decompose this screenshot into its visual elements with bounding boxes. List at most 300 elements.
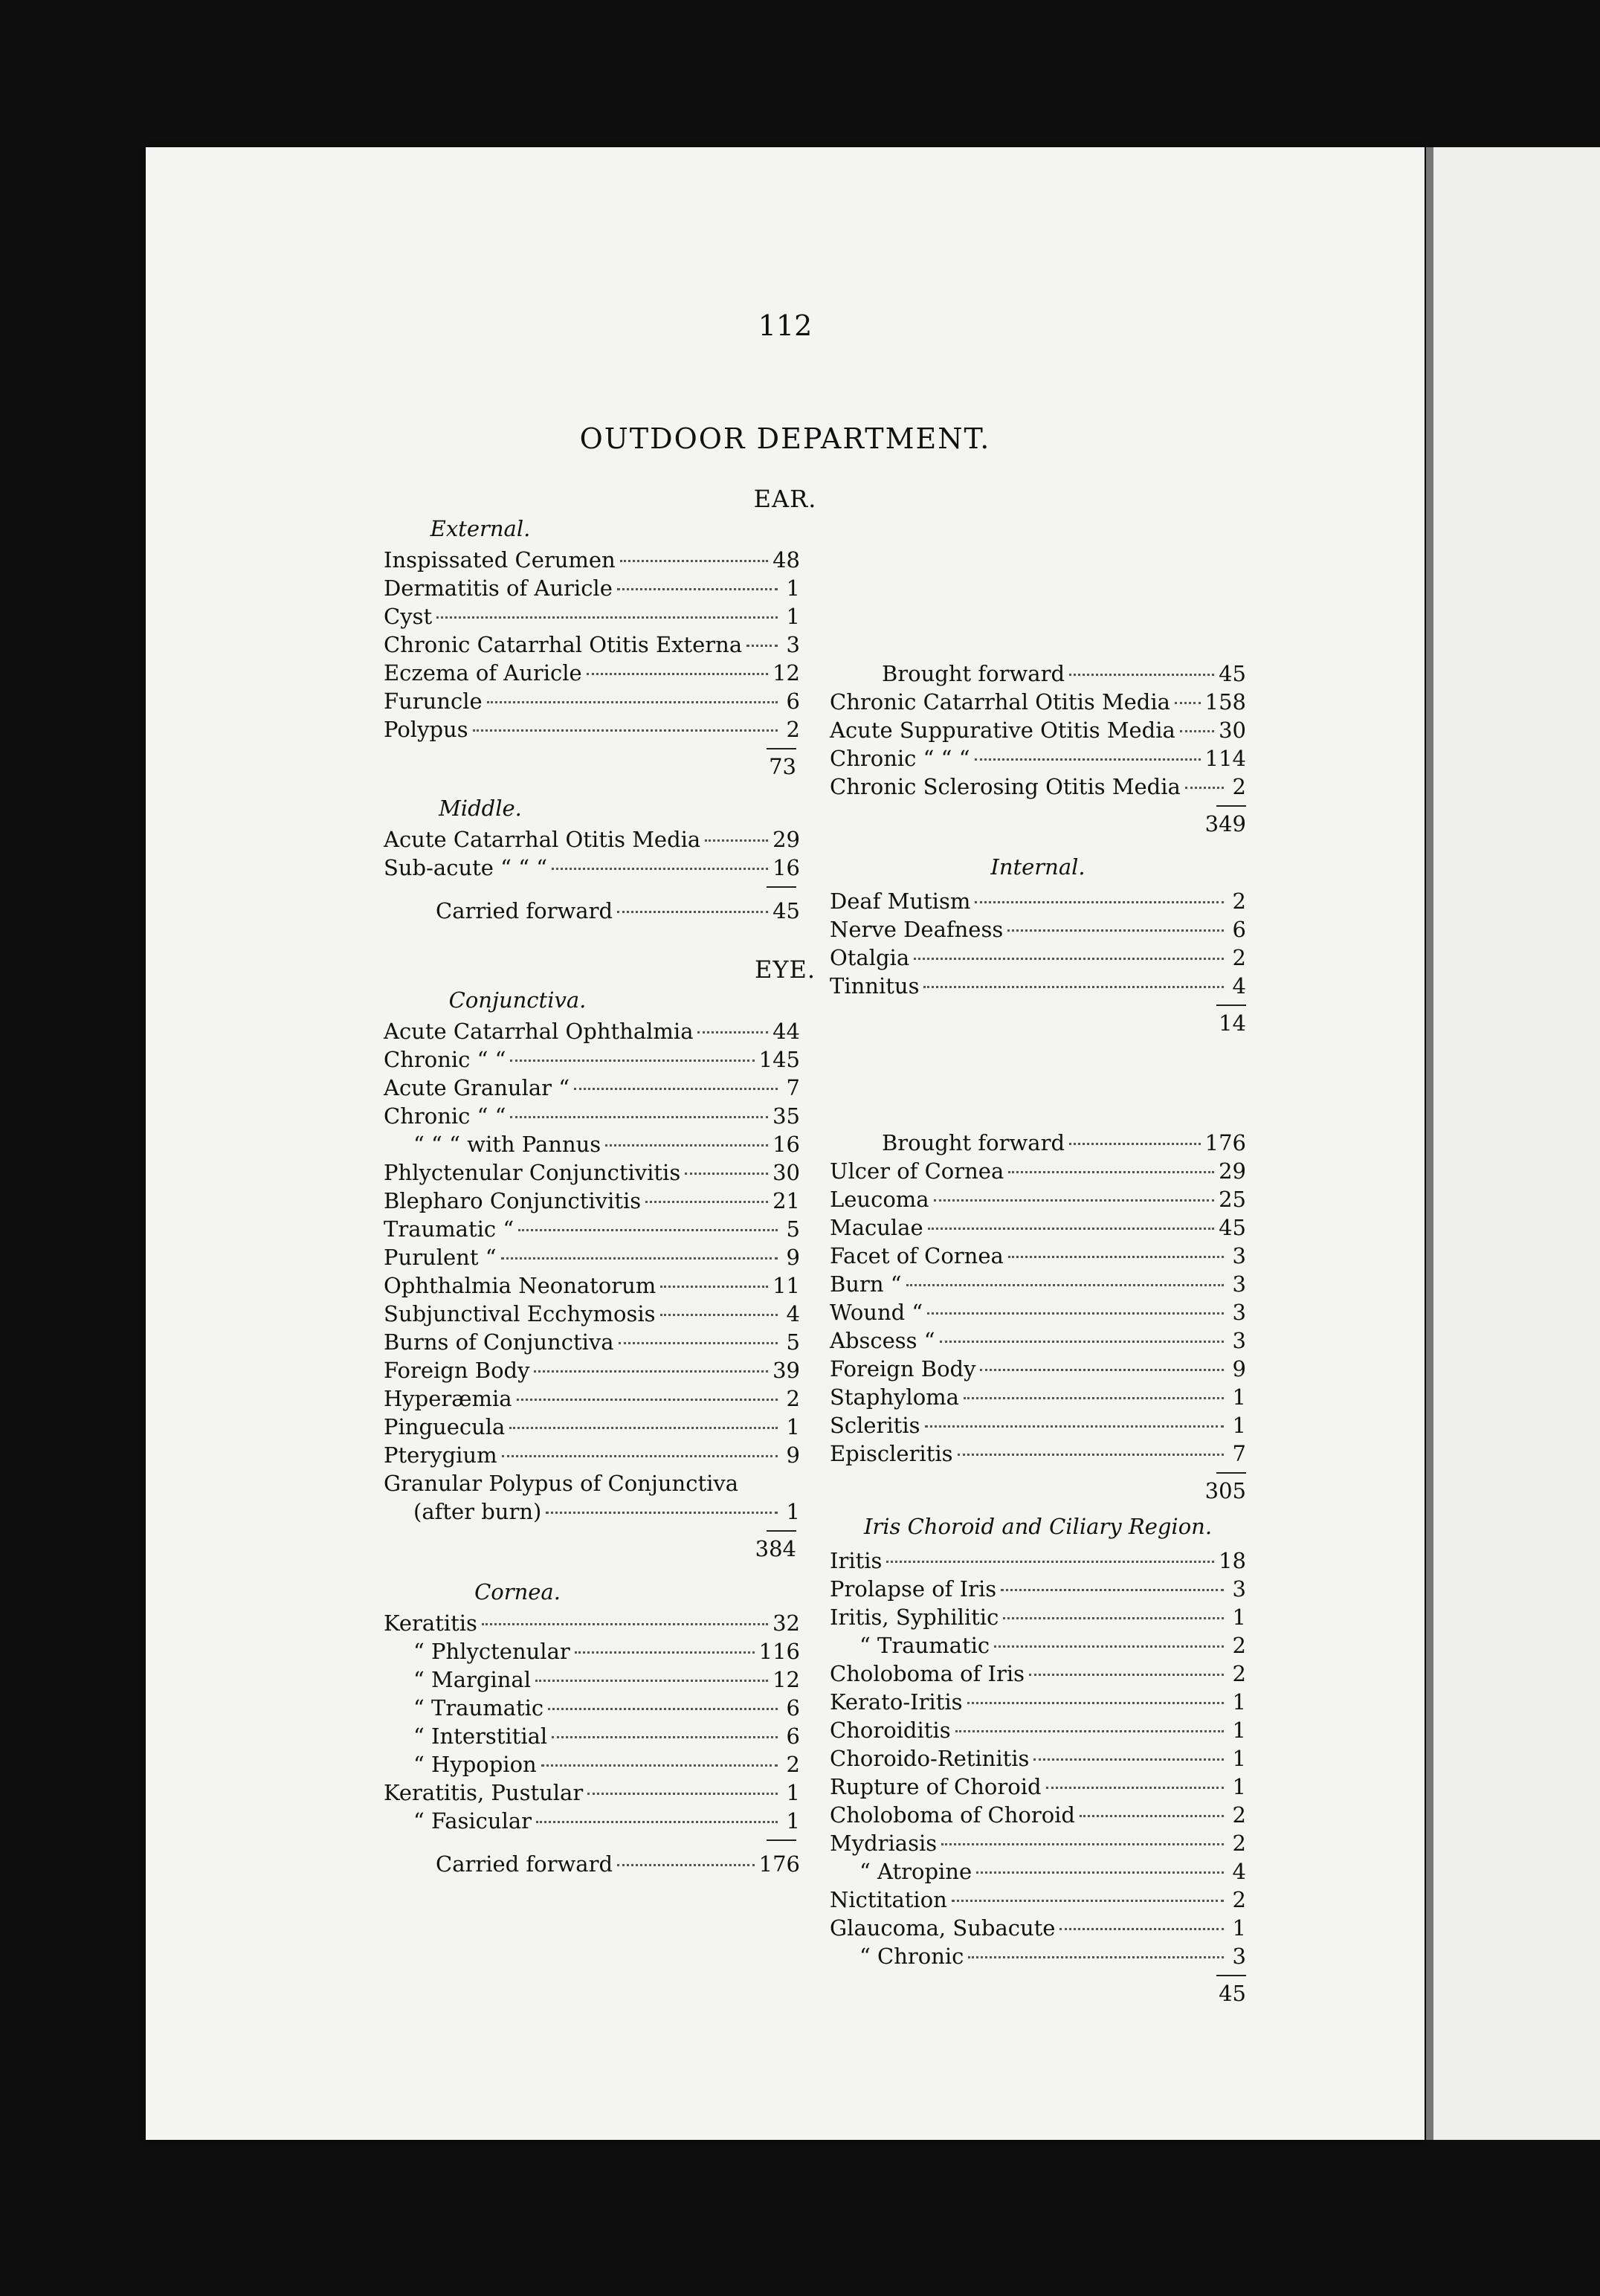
entry-count: 12 <box>772 660 800 686</box>
entry-label: Pinguecula <box>384 1414 506 1439</box>
dot-leader <box>927 1312 1224 1315</box>
entry-count: 11 <box>772 1273 800 1298</box>
entry-count: 29 <box>1219 1158 1246 1184</box>
dot-leader <box>886 1561 1214 1563</box>
entry-count: 7 <box>1232 1441 1246 1466</box>
dot-leader <box>923 986 1224 988</box>
entry-count: 1 <box>786 604 800 629</box>
entry-count: 3 <box>1232 1271 1246 1297</box>
eye-iris-row <box>830 1829 1246 1857</box>
entry-label: Tinnitus <box>830 973 920 999</box>
eye-conjunctiva-row <box>384 1187 800 1215</box>
dot-leader <box>952 1900 1224 1902</box>
eye-iris-row <box>830 1857 1246 1886</box>
entry-count: 176 <box>758 1851 800 1877</box>
entry-count: 44 <box>772 1019 800 1044</box>
ear-middle-row <box>384 854 800 882</box>
entry-count: 3 <box>1232 1944 1246 1969</box>
eye-conjunctiva-row <box>384 1215 800 1243</box>
dot-leader <box>1046 1787 1224 1789</box>
entry-label: “ Hypopion <box>413 1752 537 1777</box>
entry-count: 1 <box>786 1499 800 1524</box>
dot-leader <box>617 588 778 590</box>
entry-label: Foreign Body <box>830 1356 976 1381</box>
entry-count: 3 <box>1232 1243 1246 1268</box>
entry-label: Ophthalmia Neonatorum <box>384 1273 657 1298</box>
dot-leader <box>535 1680 768 1682</box>
entry-count: 4 <box>1232 1859 1246 1884</box>
entry-count: 176 <box>1204 1130 1246 1155</box>
entry-count: 12 <box>772 1667 800 1692</box>
dot-leader <box>906 1284 1224 1286</box>
entry-label: “ Interstitial <box>413 1723 548 1749</box>
eye-cornea-row <box>384 1722 800 1750</box>
dot-leader <box>914 958 1224 960</box>
eye-iris-row <box>830 1631 1246 1660</box>
entry-count: 158 <box>1204 689 1246 715</box>
dot-leader <box>517 1399 778 1401</box>
entry-label: Rupture of Choroid <box>830 1774 1042 1799</box>
entry-count: 25 <box>1219 1187 1246 1212</box>
entry-count: 1 <box>1232 1689 1246 1715</box>
eye-conjunctiva-row <box>384 1413 800 1441</box>
eye-conjunctiva-row <box>384 1328 800 1356</box>
entry-count: 3 <box>1232 1300 1246 1325</box>
eye-iris-row <box>830 1716 1246 1744</box>
entry-count: 5 <box>786 1216 800 1242</box>
dot-leader <box>534 1370 768 1373</box>
entry-count: 6 <box>786 1723 800 1749</box>
dot-leader <box>940 1341 1224 1343</box>
dot-leader <box>1008 1171 1214 1173</box>
iris-total: 45 <box>1219 1981 1246 2006</box>
entry-label: Eczema of Auricle <box>384 660 582 686</box>
ear-internal-row <box>830 944 1246 972</box>
eye-iris-row <box>830 1801 1246 1829</box>
eye-conjunctiva-row <box>384 1356 800 1384</box>
external-total: 73 <box>769 754 796 779</box>
dot-leader <box>660 1314 778 1316</box>
dot-leader <box>509 1427 778 1429</box>
entry-label: “ Traumatic <box>859 1633 990 1658</box>
entry-count: 1 <box>1232 1718 1246 1743</box>
eye-cornea-row <box>384 1779 800 1807</box>
ear-right-total: 349 <box>1204 811 1246 836</box>
entry-count: 30 <box>772 1160 800 1185</box>
entry-count: 3 <box>786 632 800 657</box>
entry-label: Abscess “ <box>830 1328 935 1353</box>
eye-conjunctiva-row <box>384 1271 800 1300</box>
entry-count: 1 <box>786 1780 800 1805</box>
entry-label: Chronic Catarrhal Otitis Externa <box>384 632 743 657</box>
dot-leader <box>645 1201 768 1203</box>
middle-heading: Middle. <box>439 796 522 821</box>
entry-count: 45 <box>1219 1215 1246 1240</box>
eye-iris-row <box>830 1660 1246 1688</box>
dot-leader <box>575 1651 755 1654</box>
dot-leader <box>1008 1256 1224 1258</box>
entry-label: Granular Polypus of Conjunctiva <box>384 1471 739 1496</box>
entry-label: Brought forward <box>882 661 1065 686</box>
eye-right-row <box>830 1213 1246 1242</box>
ear-external-row <box>384 602 800 631</box>
dot-leader <box>1059 1928 1224 1930</box>
total-rule <box>767 1530 796 1532</box>
dot-leader <box>541 1764 778 1767</box>
entry-count: 6 <box>1232 917 1246 942</box>
dot-leader <box>552 868 768 870</box>
dot-leader <box>1029 1674 1224 1676</box>
entry-count: 48 <box>772 547 800 573</box>
dot-leader <box>975 901 1224 903</box>
dot-leader <box>510 1116 768 1118</box>
entry-count: 16 <box>772 855 800 880</box>
dot-leader <box>587 673 768 675</box>
total-rule <box>767 748 796 749</box>
entry-label: “ “ “ with Pannus <box>413 1132 601 1157</box>
dot-leader <box>502 1455 778 1457</box>
entry-count: 16 <box>772 1132 800 1157</box>
dot-leader <box>1080 1815 1224 1817</box>
eye-cornea-row <box>384 1665 800 1694</box>
dot-leader <box>928 1228 1214 1230</box>
entry-label: (after burn) <box>413 1499 542 1524</box>
entry-count: 7 <box>786 1075 800 1100</box>
eye-conjunctiva-row <box>384 1469 800 1497</box>
entry-label: “ Traumatic <box>413 1695 544 1721</box>
dot-leader <box>934 1199 1215 1202</box>
entry-count: 1 <box>786 575 800 601</box>
dot-leader <box>574 1088 778 1090</box>
eye-carried-forward-row <box>384 1850 800 1878</box>
dot-leader <box>617 911 768 913</box>
eye-iris-row <box>830 1744 1246 1773</box>
eye-iris-row <box>830 1688 1246 1716</box>
entry-count: 45 <box>772 898 800 923</box>
entry-count: 29 <box>772 827 800 852</box>
entry-count: 32 <box>772 1610 800 1636</box>
total-rule <box>1216 805 1246 807</box>
entry-label: Carried forward <box>436 1851 613 1877</box>
entry-count: 35 <box>772 1103 800 1129</box>
entry-label: Keratitis <box>384 1610 477 1636</box>
eye-conjunctiva-row <box>384 1158 800 1187</box>
entry-label: Chronic “ “ “ <box>830 746 970 771</box>
entry-label: Blepharo Conjunctivitis <box>384 1188 642 1213</box>
dot-leader <box>619 1342 778 1344</box>
dot-leader <box>482 1623 768 1625</box>
entry-count: 2 <box>1232 774 1246 799</box>
eye-iris-row <box>830 1886 1246 1914</box>
entry-count: 39 <box>772 1358 800 1383</box>
entry-count: 9 <box>786 1442 800 1468</box>
entry-label: Pterygium <box>384 1442 497 1468</box>
entry-count: 2 <box>1232 889 1246 914</box>
eye-conjunctiva-row <box>384 1074 800 1102</box>
entry-count: 2 <box>1232 945 1246 970</box>
conjunctiva-total: 384 <box>755 1536 796 1561</box>
entry-label: Scleritis <box>830 1413 920 1438</box>
entry-count: 2 <box>1232 1661 1246 1686</box>
eye-conjunctiva-row <box>384 1045 800 1074</box>
dot-leader <box>1180 730 1214 732</box>
eye-iris-row <box>830 1773 1246 1801</box>
entry-count: 18 <box>1219 1548 1246 1573</box>
total-rule <box>1216 1975 1246 1976</box>
eye-conjunctiva-row <box>384 1243 800 1271</box>
entry-label: Burns of Conjunctiva <box>384 1329 614 1355</box>
entry-label: Burn “ <box>830 1271 902 1297</box>
dot-leader <box>967 1702 1224 1704</box>
entry-label: Phlyctenular Conjunctivitis <box>384 1160 681 1185</box>
eye-right-total: 305 <box>1204 1478 1246 1503</box>
ear-external-row <box>384 631 800 659</box>
dot-leader <box>964 1397 1224 1399</box>
iris-heading: Iris Choroid and Ciliary Region. <box>863 1514 1213 1539</box>
eye-conjunctiva-row <box>384 1130 800 1158</box>
dot-leader <box>685 1173 768 1175</box>
entry-count: 2 <box>786 1386 800 1411</box>
dot-leader <box>1069 1143 1201 1145</box>
entry-count: 1 <box>786 1414 800 1439</box>
eye-cornea-row <box>384 1750 800 1779</box>
eye-iris-row <box>830 1575 1246 1603</box>
eye-right-row <box>830 1383 1246 1411</box>
entry-label: “ Marginal <box>413 1667 531 1692</box>
ear-internal-row <box>830 887 1246 915</box>
ear-right-row <box>830 716 1246 744</box>
dot-leader <box>660 1286 768 1288</box>
entry-label: Nictitation <box>830 1887 947 1912</box>
ear-internal-row <box>830 915 1246 944</box>
entry-label: Chronic “ “ <box>384 1047 506 1072</box>
entry-label: Purulent “ <box>384 1245 497 1270</box>
entry-count: 2 <box>1232 1887 1246 1912</box>
eye-right-row <box>830 1298 1246 1326</box>
dot-leader <box>958 1454 1224 1456</box>
entry-count: 45 <box>1219 661 1246 686</box>
ear-right-row <box>830 688 1246 716</box>
entry-count: 6 <box>786 1695 800 1721</box>
eye-conjunctiva-row <box>384 1102 800 1130</box>
entry-count: 1 <box>1232 1746 1246 1771</box>
eye-right-row <box>830 1242 1246 1270</box>
dot-leader <box>620 560 768 562</box>
entry-label: Acute Granular “ <box>384 1075 570 1100</box>
total-rule <box>767 1839 796 1841</box>
entry-label: Otalgia <box>830 945 910 970</box>
eye-iris-row <box>830 1914 1246 1942</box>
dot-leader <box>941 1843 1224 1845</box>
dot-leader <box>1003 1617 1224 1619</box>
entry-count: 9 <box>786 1245 800 1270</box>
entry-label: Iritis, Syphilitic <box>830 1605 999 1630</box>
dot-leader <box>510 1060 754 1062</box>
dot-leader <box>605 1144 768 1147</box>
dot-leader <box>518 1229 778 1231</box>
dot-leader <box>546 1512 778 1514</box>
entry-label: Brought forward <box>882 1130 1065 1155</box>
eye-iris-row <box>830 1603 1246 1631</box>
entry-count: 4 <box>1232 973 1246 999</box>
entry-label: Prolapse of Iris <box>830 1576 997 1602</box>
entry-label: Wound “ <box>830 1300 923 1325</box>
dot-leader <box>968 1956 1224 1958</box>
entry-label: Acute Catarrhal Otitis Media <box>384 827 701 852</box>
adjacent-page-edge <box>1426 147 1600 2140</box>
entry-label: Choroiditis <box>830 1718 951 1743</box>
entry-count: 1 <box>1232 1413 1246 1438</box>
entry-count: 2 <box>1232 1831 1246 1856</box>
eye-conjunctiva-row <box>384 1441 800 1469</box>
entry-label: Episcleritis <box>830 1441 953 1466</box>
ear-right-row <box>830 660 1246 688</box>
dot-leader <box>552 1736 778 1738</box>
entry-count: 4 <box>786 1301 800 1326</box>
entry-label: Ulcer of Cornea <box>830 1158 1004 1184</box>
dot-leader <box>536 1821 778 1823</box>
entry-label: Furuncle <box>384 689 483 714</box>
eye-cornea-row <box>384 1637 800 1665</box>
dot-leader <box>1033 1758 1224 1761</box>
entry-label: Chronic Sclerosing Otitis Media <box>830 774 1181 799</box>
eye-heading: EYE. <box>754 955 816 984</box>
entry-label: Iritis <box>830 1548 883 1573</box>
total-rule <box>1216 1004 1246 1006</box>
dot-leader <box>548 1708 778 1710</box>
ear-internal-row <box>830 972 1246 1000</box>
dot-leader <box>501 1257 778 1260</box>
entry-label: Choloboma of Choroid <box>830 1802 1075 1828</box>
entry-label: Polypus <box>384 717 468 742</box>
dot-leader <box>746 645 778 647</box>
entry-count: 3 <box>1232 1576 1246 1602</box>
ear-external-row <box>384 715 800 744</box>
entry-count: 116 <box>758 1639 800 1664</box>
entry-label: Cyst <box>384 604 433 629</box>
entry-label: Chronic “ “ <box>384 1103 506 1129</box>
entry-count: 6 <box>786 689 800 714</box>
dot-leader <box>1175 702 1201 704</box>
dot-leader <box>587 1793 778 1795</box>
entry-label: Kerato-Iritis <box>830 1689 963 1715</box>
entry-count: 2 <box>786 1752 800 1777</box>
entry-label: Chronic Catarrhal Otitis Media <box>830 689 1170 715</box>
ear-external-row <box>384 687 800 715</box>
external-heading: External. <box>430 516 531 541</box>
internal-heading: Internal. <box>990 854 1086 880</box>
entry-label: Leucoma <box>830 1187 929 1212</box>
total-rule <box>1216 1472 1246 1474</box>
eye-right-row <box>830 1129 1246 1157</box>
dot-leader <box>473 729 778 732</box>
ear-carried-forward-row <box>384 897 800 925</box>
entry-label: “ Chronic <box>859 1944 964 1969</box>
entry-count: 2 <box>786 717 800 742</box>
eye-cornea-row <box>384 1807 800 1835</box>
entry-count: 21 <box>772 1188 800 1213</box>
entry-label: Acute Catarrhal Ophthalmia <box>384 1019 694 1044</box>
eye-right-row <box>830 1185 1246 1213</box>
entry-label: Nerve Deafness <box>830 917 1004 942</box>
entry-count: 9 <box>1232 1356 1246 1381</box>
entry-label: Inspissated Cerumen <box>384 547 616 573</box>
dot-leader <box>975 758 1201 761</box>
cornea-heading: Cornea. <box>474 1579 561 1605</box>
dot-leader <box>436 616 778 619</box>
entry-label: Carried forward <box>436 898 613 923</box>
entry-count: 1 <box>786 1808 800 1834</box>
eye-right-row <box>830 1270 1246 1298</box>
dot-leader <box>955 1730 1224 1732</box>
department-title: OUTDOOR DEPARTMENT. <box>579 422 991 455</box>
dot-leader <box>925 1425 1225 1428</box>
entry-count: 114 <box>1204 746 1246 771</box>
entry-count: 2 <box>1232 1633 1246 1658</box>
entry-label: Acute Suppurative Otitis Media <box>830 718 1175 743</box>
ear-right-row <box>830 773 1246 801</box>
entry-count: 3 <box>1232 1328 1246 1353</box>
dot-leader <box>705 839 768 842</box>
entry-label: Subjunctival Ecchymosis <box>384 1301 656 1326</box>
eye-cornea-row <box>384 1609 800 1637</box>
entry-label: Mydriasis <box>830 1831 938 1856</box>
dot-leader <box>1069 674 1214 676</box>
eye-right-row <box>830 1326 1246 1355</box>
entry-label: Traumatic “ <box>384 1216 514 1242</box>
eye-conjunctiva-row <box>384 1300 800 1328</box>
entry-label: Choloboma of Iris <box>830 1661 1025 1686</box>
entry-count: 2 <box>1232 1802 1246 1828</box>
ear-heading: EAR. <box>753 485 817 513</box>
entry-label: Glaucoma, Subacute <box>830 1915 1056 1941</box>
ear-middle-row <box>384 825 800 854</box>
eye-conjunctiva-row <box>384 1384 800 1413</box>
entry-count: 1 <box>1232 1605 1246 1630</box>
dot-leader <box>980 1369 1224 1371</box>
entry-count: 1 <box>1232 1774 1246 1799</box>
entry-count: 5 <box>786 1329 800 1355</box>
entry-label: Maculae <box>830 1215 923 1240</box>
eye-right-row <box>830 1355 1246 1383</box>
entry-label: “ Fasicular <box>413 1808 532 1834</box>
entry-label: Facet of Cornea <box>830 1243 1004 1268</box>
conjunctiva-heading: Conjunctiva. <box>448 987 587 1013</box>
dot-leader <box>487 701 778 703</box>
entry-label: “ Atropine <box>859 1859 972 1884</box>
eye-conjunctiva-row <box>384 1017 800 1045</box>
entry-label: Sub-acute “ “ “ <box>384 855 548 880</box>
dot-leader <box>1007 929 1224 932</box>
eye-conjunctiva-row <box>384 1497 800 1526</box>
dot-leader <box>697 1031 768 1033</box>
entry-label: Dermatitis of Auricle <box>384 575 613 601</box>
entry-label: Keratitis, Pustular <box>384 1780 584 1805</box>
eye-right-row <box>830 1411 1246 1439</box>
dot-leader <box>1185 787 1224 789</box>
eye-cornea-row <box>384 1694 800 1722</box>
entry-label: “ Phlyctenular <box>413 1639 570 1664</box>
entry-label: Choroido-Retinitis <box>830 1746 1030 1771</box>
page-number: 112 <box>758 309 813 342</box>
entry-count: 1 <box>1232 1384 1246 1410</box>
entry-label: Foreign Body <box>384 1358 530 1383</box>
eye-right-row <box>830 1439 1246 1468</box>
entry-label: Deaf Mutism <box>830 889 971 914</box>
ear-external-row <box>384 659 800 687</box>
ear-right-row <box>830 744 1246 773</box>
ear-external-row <box>384 574 800 602</box>
